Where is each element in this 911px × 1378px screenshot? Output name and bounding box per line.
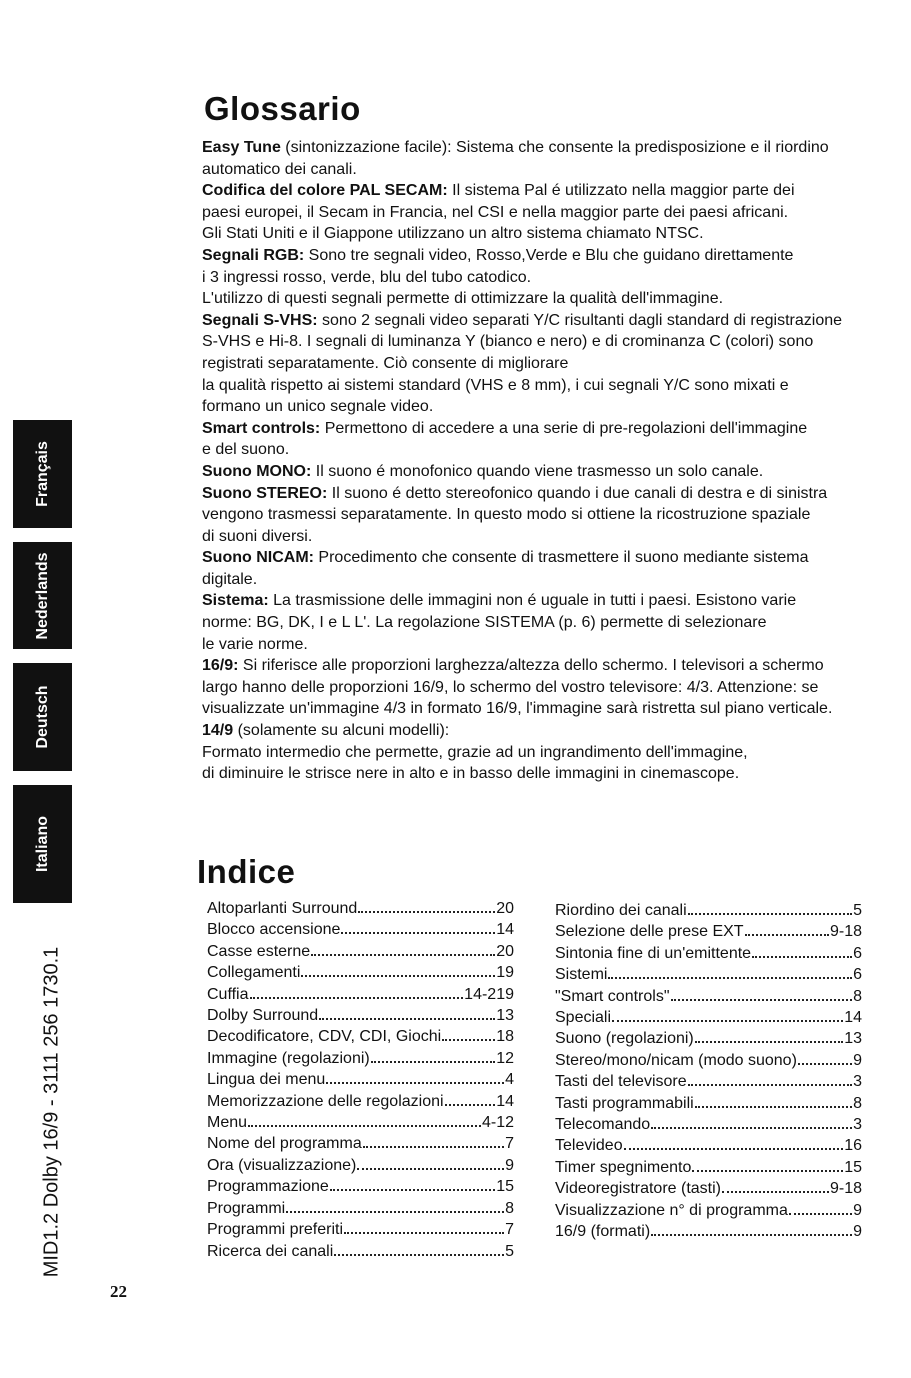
index-entry-page: 19	[496, 964, 514, 982]
index-entry	[207, 1198, 514, 1219]
glossary-entry	[202, 483, 892, 548]
index-entry-page: 20	[496, 900, 514, 917]
glossary-line	[202, 418, 892, 440]
index-entry	[207, 1241, 514, 1262]
language-tab-italiano[interactable]	[13, 785, 72, 903]
index-entry-page: 9	[853, 1201, 862, 1219]
dot-leader	[248, 1125, 481, 1127]
index-entry-label: Dolby Surround	[207, 1007, 319, 1025]
glossary-term: 14/9	[202, 722, 234, 740]
index-entry-label: Collegamenti	[207, 964, 301, 982]
model-code: MID1.2 Dolby 16/9 - 3111 256 1730.1	[40, 946, 63, 1278]
dot-leader	[250, 997, 464, 999]
glossary-definition: sono 2 segnali video separati Y/C risultanti dagli standard di registrazione	[317, 311, 843, 329]
index-title: Indice	[197, 853, 296, 890]
dot-leader	[334, 1254, 504, 1256]
index-entry-page: 6	[853, 966, 862, 984]
glossary-term: Easy Tune	[202, 139, 281, 156]
glossary-line: Formato intermedio che permette, grazie ad un ingrandimento dell'immagine,	[202, 743, 748, 761]
index-entry-label: Memorizzazione delle regolazioni	[207, 1092, 444, 1110]
index-entry-label: Menu	[207, 1114, 248, 1132]
index-entry-label: Cuffia	[207, 985, 249, 1003]
index-entry-page: 20	[496, 942, 514, 960]
glossary-line: e del suono.	[202, 441, 290, 459]
glossary-line: vengono trasmessi separatamente. In questo modo si ottiene la ricostruzione spaziale	[202, 506, 811, 524]
glossary-line	[202, 655, 892, 677]
glossary-term: Segnali S-VHS:	[202, 311, 318, 329]
index-entry-label: Telecomando	[555, 1116, 651, 1134]
index-entry-page: 5	[505, 1242, 514, 1260]
glossary-line: formano un unico segnale video.	[202, 398, 434, 416]
index-entry	[207, 1026, 514, 1047]
index-entry	[555, 943, 862, 964]
index-entry-label: "Smart controls"	[555, 987, 670, 1005]
glossary-definition: Sono tre segnali video, Rosso,Verde e Blu che guidano direttamente	[304, 246, 794, 264]
index-entry-page: 3	[853, 1116, 862, 1134]
language-tab-label: Deutsch	[33, 685, 51, 749]
dot-leader	[695, 1041, 843, 1043]
index-entry-label: Altoparlanti Surround	[207, 900, 358, 917]
dot-leader	[651, 1127, 852, 1129]
dot-leader	[341, 932, 495, 934]
dot-leader	[789, 1213, 852, 1215]
dot-leader	[445, 1104, 496, 1106]
index-entry-label: Stereo/mono/nicam (modo suono)	[555, 1051, 797, 1069]
glossary-term: Suono STEREO:	[202, 484, 328, 502]
index-entry-page: 16	[844, 1137, 862, 1155]
dot-leader	[688, 913, 852, 915]
index-entry-label: Videoregistratore (tasti)	[555, 1180, 721, 1198]
index-entry-page: 14-219	[464, 985, 514, 1003]
index-entry-page: 3	[853, 1073, 862, 1091]
index-entry-page: 6	[853, 944, 862, 962]
index-entry	[555, 921, 862, 942]
index-entry	[207, 941, 514, 962]
glossary-entry	[202, 590, 892, 655]
index-entry	[207, 1112, 514, 1133]
glossary-definition: (sintonizzazione facile): Sistema che consente la predisposizione e il riordino	[280, 139, 829, 156]
index-entry	[555, 1071, 862, 1092]
index-entry	[555, 1157, 862, 1178]
glossary-line: i 3 ingressi rosso, verde, blu del tubo catodico.	[202, 268, 532, 286]
index-entry-label: Programmazione	[207, 1178, 329, 1196]
index-entry-page: 7	[505, 1221, 514, 1239]
index-entry	[207, 1005, 514, 1026]
index-entry-page: 8	[853, 987, 862, 1005]
index-entry-label: Casse esterne	[207, 942, 311, 960]
glossary-entry	[202, 720, 892, 785]
language-tab-francais[interactable]	[13, 420, 72, 528]
index-entry	[207, 1048, 514, 1069]
glossary-line: paesi europei, il Secam in Francia, nel CSI e nella maggior parte dei paesi africani.	[202, 203, 789, 221]
dot-leader	[722, 1191, 829, 1193]
glossary-line: digitale.	[202, 570, 258, 588]
index-entry-label: Tasti del televisore	[555, 1073, 687, 1091]
dot-leader	[624, 1148, 844, 1150]
glossary-term: Suono MONO:	[202, 462, 312, 480]
glossary-line: largo hanno delle proporzioni 16/9, lo schermo del vostro televisore: 4/3. Attenzione: se	[202, 678, 819, 696]
index-entry	[207, 1133, 514, 1154]
dot-leader	[671, 999, 853, 1001]
index-entry-label: Sistemi	[555, 966, 608, 984]
index-entry	[207, 919, 514, 940]
index-entry-label: Timer spegnimento	[555, 1158, 692, 1176]
index-entry	[555, 1007, 862, 1028]
index-entry-label: Suono (regolazioni)	[555, 1030, 694, 1048]
index-entry-page: 8	[505, 1199, 514, 1217]
index-entry	[555, 1093, 862, 1114]
glossary-entry	[202, 180, 892, 245]
index-entry-label: Televideo	[555, 1137, 623, 1155]
index-entry-page: 18	[496, 1028, 514, 1046]
index-entry-label: Visualizzazione n° di programma	[555, 1201, 788, 1219]
index-entry-label: Sintonia fine di un'emittente	[555, 944, 752, 962]
language-tab-label: Français	[33, 441, 51, 507]
glossary-entry	[202, 245, 892, 310]
glossary-definition: Si riferisce alle proporzioni larghezza/altezza dello schermo. I televisori a schermo	[238, 657, 824, 675]
index-entry	[555, 1221, 862, 1242]
glossary-line	[202, 461, 892, 483]
language-tab-nederlands[interactable]	[13, 542, 72, 649]
glossary-line: le varie norme.	[202, 635, 308, 653]
language-tab-label: Nederlands	[33, 551, 51, 640]
glossary-line	[202, 590, 892, 612]
dot-leader	[371, 1061, 495, 1063]
dot-leader	[301, 975, 495, 977]
glossary-definition: Il suono é monofonico quando viene trasmesso un solo canale.	[311, 462, 764, 480]
index-entry-page: 5	[853, 902, 862, 919]
dot-leader	[692, 1170, 843, 1172]
glossary-line: S-VHS e Hi-8. I segnali di luminanza Y (bianco e nero) e di crominanza C (colori) sono	[202, 333, 814, 351]
glossary-entry	[202, 461, 892, 483]
index-entry-label: Nome del programma	[207, 1135, 362, 1153]
index-entry-label: Riordino dei canali	[555, 902, 687, 919]
index-entry-label: Tasti programmabili	[555, 1094, 694, 1112]
glossary-definition: Il sistema Pal é utilizzato nella maggior parte dei	[447, 182, 795, 200]
glossary-line	[202, 137, 892, 159]
dot-leader	[357, 1168, 504, 1170]
index-entry	[207, 984, 514, 1005]
glossary-line: Gli Stati Uniti e il Giappone utilizzano un altro sistema chiamato NTSC.	[202, 225, 704, 243]
glossary-line: automatico dei canali.	[202, 160, 357, 178]
glossary-line: registrati separatamente. Ciò consente di migliorare	[202, 354, 569, 372]
index-entry	[207, 962, 514, 983]
page-number: 22	[110, 1282, 127, 1301]
glossary-line: di diminuire le strisce nere in alto e in basso delle immagini in cinemascope.	[202, 765, 740, 783]
glossary-line	[202, 180, 892, 202]
glossary-term: Sistema:	[202, 592, 269, 610]
glossary-entry	[202, 655, 892, 720]
glossary-definition: Il suono é detto stereofonico quando i due canali di destra e di sinistra	[327, 484, 828, 502]
index-entry	[555, 1114, 862, 1135]
index-entry	[555, 1028, 862, 1049]
glossary-line: la qualità rispetto ai sistemi standard (VHS e 8 mm), i cui segnali Y/C sono mixati e	[202, 376, 789, 394]
index-entry-page: 4	[505, 1071, 514, 1089]
dot-leader	[798, 1063, 852, 1065]
index-entry	[555, 1050, 862, 1071]
index-column-left	[207, 898, 514, 1262]
index-entry-page: 9	[853, 1051, 862, 1069]
index-entry-page: 14	[496, 921, 514, 939]
dot-leader	[442, 1039, 495, 1041]
index-entry-label: Immagine (regolazioni)	[207, 1049, 370, 1067]
index-entry	[207, 1091, 514, 1112]
index-entry-label: Lingua dei menu	[207, 1071, 326, 1089]
index-entry-label: Ora (visualizzazione)	[207, 1156, 357, 1174]
index-entry	[555, 964, 862, 985]
index-entry-label: Decodificatore, CDV, CDI, Giochi	[207, 1028, 442, 1046]
index-entry-label: Selezione delle prese EXT	[555, 923, 744, 941]
index-entry	[555, 1200, 862, 1221]
dot-leader	[326, 1082, 504, 1084]
index-entry-page: 15	[844, 1158, 862, 1176]
index-entry-page: 7	[505, 1135, 514, 1153]
glossary-entry	[202, 310, 892, 418]
index-entry-page: 13	[844, 1030, 862, 1048]
index-entry-page: 9	[853, 1223, 862, 1241]
index-entry	[555, 986, 862, 1007]
dot-leader	[745, 934, 829, 936]
index-entry	[207, 1069, 514, 1090]
index-entry-page: 9-18	[829, 923, 862, 941]
glossary-term: Suono NICAM:	[202, 549, 314, 567]
index-entry-label: Programmi	[207, 1199, 286, 1217]
index-entry-page: 13	[496, 1007, 514, 1025]
dot-leader	[319, 1018, 495, 1020]
index-entry	[207, 1219, 514, 1240]
dot-leader	[311, 954, 495, 956]
dot-leader	[752, 956, 852, 958]
index-entry-page: 14	[844, 1009, 862, 1027]
glossary-entry	[202, 418, 892, 461]
glossary-entry	[202, 547, 892, 590]
index-entry	[555, 1178, 862, 1199]
index-entry	[555, 900, 862, 921]
index-entry-label: Speciali	[555, 1009, 612, 1027]
index-entry-label: Ricerca dei canali	[207, 1242, 334, 1260]
glossary-definition: La trasmissione delle immagini non é uguale in tutti i paesi. Esistono varie	[268, 592, 797, 610]
glossary-term: Codifica del colore PAL SECAM:	[202, 182, 448, 200]
glossary-term: 16/9:	[202, 657, 239, 675]
glossary-title: Glossario	[204, 90, 361, 127]
index-entry	[555, 1135, 862, 1156]
language-tab-deutsch[interactable]	[13, 663, 72, 771]
dot-leader	[344, 1232, 504, 1234]
glossary-list	[202, 137, 892, 785]
index-entry	[207, 1155, 514, 1176]
dot-leader	[330, 1189, 495, 1191]
glossary-definition: (solamente su alcuni modelli):	[233, 722, 450, 740]
dot-leader	[651, 1234, 852, 1236]
glossary-line: L'utilizzo di questi segnali permette di ottimizzare la qualità dell'immagine.	[202, 290, 724, 308]
glossary-line	[202, 720, 892, 742]
dot-leader	[286, 1211, 504, 1213]
index-entry-label: Blocco accensione	[207, 921, 341, 939]
index-column-right	[555, 900, 862, 1243]
dot-leader	[612, 1020, 843, 1022]
glossary-definition: Permettono di accedere a una serie di pre-regolazioni dell'immagine	[320, 419, 808, 437]
dot-leader	[695, 1106, 852, 1108]
index-entry	[207, 898, 514, 919]
glossary-definition: Procedimento che consente di trasmettere il suono mediante sistema	[313, 549, 809, 567]
index-entry-page: 9-18	[829, 1180, 862, 1198]
dot-leader	[363, 1146, 504, 1148]
index-entry-page: 4-12	[481, 1114, 514, 1132]
glossary-line	[202, 310, 892, 332]
dot-leader	[688, 1084, 852, 1086]
index-entry-page: 8	[853, 1094, 862, 1112]
index-entry-page: 15	[496, 1178, 514, 1196]
language-tab-label: Italiano	[33, 815, 51, 873]
glossary-entry	[202, 137, 892, 180]
dot-leader	[608, 977, 852, 979]
glossary-line: norme: BG, DK, I e L L'. La regolazione SISTEMA (p. 6) permette di selezionare	[202, 614, 767, 632]
glossary-term: Smart controls:	[202, 419, 321, 437]
index-entry-label: 16/9 (formati)	[555, 1223, 651, 1241]
index-entry-label: Programmi preferiti	[207, 1221, 344, 1239]
glossary-line	[202, 483, 892, 505]
glossary-line	[202, 547, 892, 569]
glossary-line: di suoni diversi.	[202, 527, 313, 545]
index-entry	[207, 1176, 514, 1197]
glossary-line: visualizzate un'immagine 4/3 in formato 16/9, l'immagine sarà ristretta sul piano verticale.	[202, 700, 833, 718]
index-entry-page: 9	[505, 1156, 514, 1174]
glossary-term: Segnali RGB:	[202, 246, 305, 264]
index-entry-page: 14	[496, 1092, 514, 1110]
glossary-line	[202, 245, 892, 267]
index-entry-page: 12	[496, 1049, 514, 1067]
dot-leader	[358, 911, 495, 913]
